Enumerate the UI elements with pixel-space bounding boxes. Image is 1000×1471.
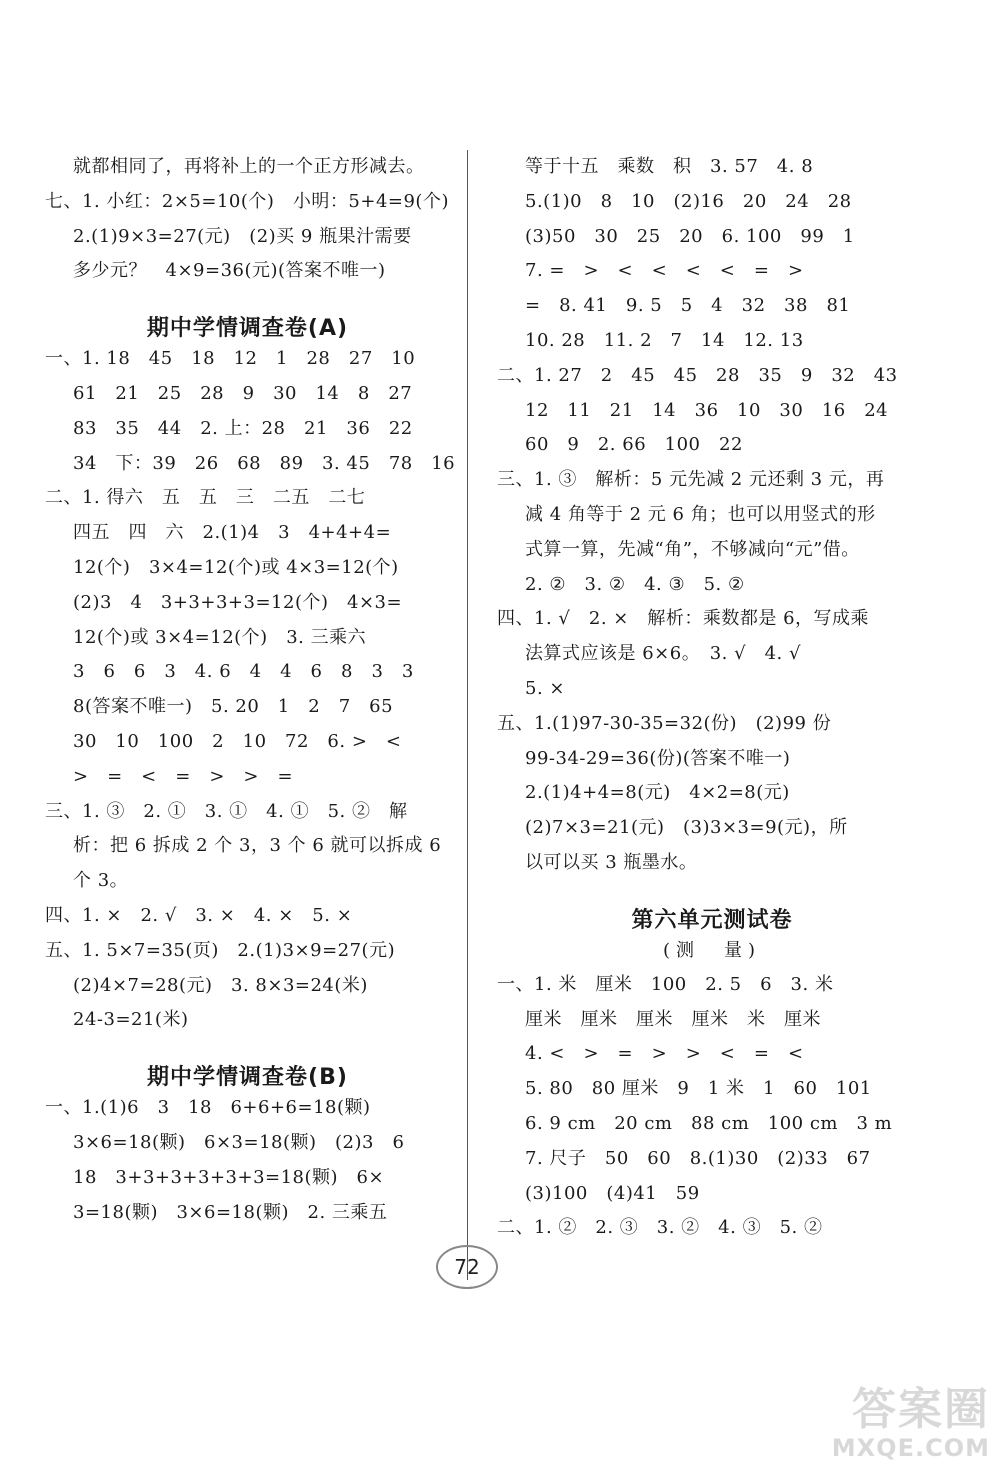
answer-line: 60 9 2. 66 100 22 [525, 434, 743, 456]
left-block-1 [45, 150, 450, 289]
answer-line: 10. 28 11. 2 7 14 12. 13 [525, 329, 804, 351]
answer-line: 3=18(颗) 3×6=18(颗) 2. 三乘五 [73, 1201, 388, 1223]
answer-line: 18 3+3+3+3+3+3=18(颗) 6× [73, 1166, 385, 1188]
answer-line: 一、1.(1)6 3 18 6+6+6=18(颗) [45, 1097, 371, 1119]
section-title-midterm-b: 期中学情调查卷(B) [147, 1065, 348, 1091]
answer-line: 6. 9 cm 20 cm 88 cm 100 cm 3 m [525, 1112, 893, 1134]
section-subtitle-measurement: (测 量) [662, 939, 762, 961]
answer-line: 个 3。 [73, 870, 129, 892]
answer-line: 减 4 角等于 2 元 6 角；也可以用竖式的形 [525, 503, 876, 525]
answer-line: 61 21 25 28 9 30 14 8 27 [73, 382, 413, 404]
left-block-3 [45, 1091, 450, 1230]
answer-line: 5.(1)0 8 10 (2)16 20 24 28 [525, 190, 852, 212]
answer-line: 8(答案不唯一) 5. 20 1 2 7 65 [73, 696, 394, 718]
right-column [497, 150, 927, 1246]
answer-line: 5. 80 80 厘米 9 1 米 1 60 101 [525, 1078, 872, 1100]
answer-line: 7. = > < < < < = > [525, 260, 804, 282]
answer-line: 12(个)或 3×4=12(个) 3. 三乘六 [73, 626, 367, 648]
answer-line: > = < = > > = [73, 765, 294, 787]
answer-line: 一、1. 18 45 18 12 1 28 27 10 [45, 348, 416, 370]
answer-line: 五、1.(1)97-30-35=32(份) (2)99 份 [497, 712, 832, 734]
answer-line: 等于十五 乘数 积 3. 57 4. 8 [525, 156, 814, 177]
answer-line: 以可以买 3 瓶墨水。 [525, 851, 698, 873]
answer-line: 24-3=21(米) [73, 1009, 189, 1031]
answer-line: 3 6 6 3 4. 6 4 4 6 8 3 3 [73, 661, 414, 683]
answer-line: 法算式应该是 6×6。 3. √ 4. √ [525, 643, 801, 665]
answer-line: = 8. 41 9. 5 5 4 32 38 81 [525, 295, 851, 317]
page-number: 72 [436, 1245, 498, 1289]
right-block-1 [497, 150, 927, 881]
answer-line: 四、1. √ 2. × 解析：乘数都是 6，写成乘 [497, 608, 870, 630]
answer-line: 就都相同了，再将补上的一个正方形减去。 [73, 156, 425, 177]
left-block-2 [45, 342, 456, 1038]
answer-line: 五、1. 5×7=35(页) 2.(1)3×9=27(元) [45, 939, 396, 961]
watermark-url: MXQE.COM [831, 1434, 990, 1462]
answer-line: 2.(1)9×3=27(元) (2)买 9 瓶果汁需要 [73, 225, 412, 247]
right-block-2 [497, 968, 927, 1246]
answer-line: 3×6=18(颗) 6×3=18(颗) (2)3 6 [73, 1131, 405, 1153]
answer-line: 四、1. × 2. √ 3. × 4. × 5. × [45, 904, 353, 926]
answer-line: 三、1. ③ 2. ① 3. ① 4. ① 5. ② 解 [45, 800, 408, 822]
answer-line: 12(个) 3×4=12(个)或 4×3=12(个) [73, 556, 399, 578]
column-divider [467, 150, 468, 1280]
answer-line: 99-34-29=36(份)(答案不唯一) [525, 747, 791, 769]
answer-line: 多少元？ 4×9=36(元)(答案不唯一) [73, 260, 386, 282]
watermark-logo [800, 1385, 990, 1465]
answer-line: (2)3 4 3+3+3+3=12(个) 4×3= [73, 591, 403, 613]
section-title-midterm-a: 期中学情调查卷(A) [146, 316, 349, 342]
answer-line: 三、1. ③ 解析：5 元先减 2 元还剩 3 元，再 [497, 469, 885, 491]
answer-line: 2. ② 3. ② 4. ③ 5. ② [525, 573, 745, 595]
answer-line: 7. 尺子 50 60 8.(1)30 (2)33 67 [525, 1147, 871, 1169]
answer-line: 一、1. 米 厘米 100 2. 5 6 3. 米 [497, 973, 834, 995]
answer-line: 析：把 6 拆成 2 个 3，3 个 6 就可以拆成 6 [73, 835, 442, 857]
answer-line: (3)100 (4)41 59 [525, 1182, 700, 1204]
answer-line: 30 10 100 2 10 72 6. > < [73, 730, 402, 752]
left-column [45, 150, 456, 1230]
answer-line: 2.(1)4+4=8(元) 4×2=8(元) [525, 782, 790, 804]
answer-line: (3)50 30 25 20 6. 100 99 1 [525, 225, 855, 247]
answer-line: 4. < > = > > < = < [525, 1043, 804, 1065]
answer-line: 二、1. 27 2 45 45 28 35 9 32 43 [497, 364, 898, 386]
answer-line: 二、1. 得六 五 五 三 二五 二七 [45, 487, 366, 509]
answer-line: 5. × [525, 677, 565, 699]
answer-line: 七、1. 小红：2×5=10(个) 小明：5+4=9(个) [45, 190, 449, 212]
answer-line: 二、1. ② 2. ③ 3. ② 4. ③ 5. ② [497, 1217, 823, 1239]
answer-line: (2)4×7=28(元) 3. 8×3=24(米) [73, 974, 368, 996]
answer-line: 式算一算，先减“角”，不够减向“元”借。 [525, 538, 860, 560]
watermark-text: 答案圈 [852, 1384, 990, 1435]
answer-line: 厘米 厘米 厘米 厘米 米 厘米 [525, 1008, 821, 1030]
answer-line: 34 下：39 26 68 89 3. 45 78 16 [73, 452, 456, 474]
answer-line: 83 35 44 2. 上：28 21 36 22 [73, 417, 413, 439]
answer-line: 四五 四 六 2.(1)4 3 4+4+4= [73, 522, 392, 544]
answer-line: 12 11 21 14 36 10 30 16 24 [525, 399, 889, 421]
section-title-unit-six: 第六单元测试卷 [631, 907, 793, 933]
answer-line: (2)7×3=21(元) (3)3×3=9(元)，所 [525, 817, 848, 839]
